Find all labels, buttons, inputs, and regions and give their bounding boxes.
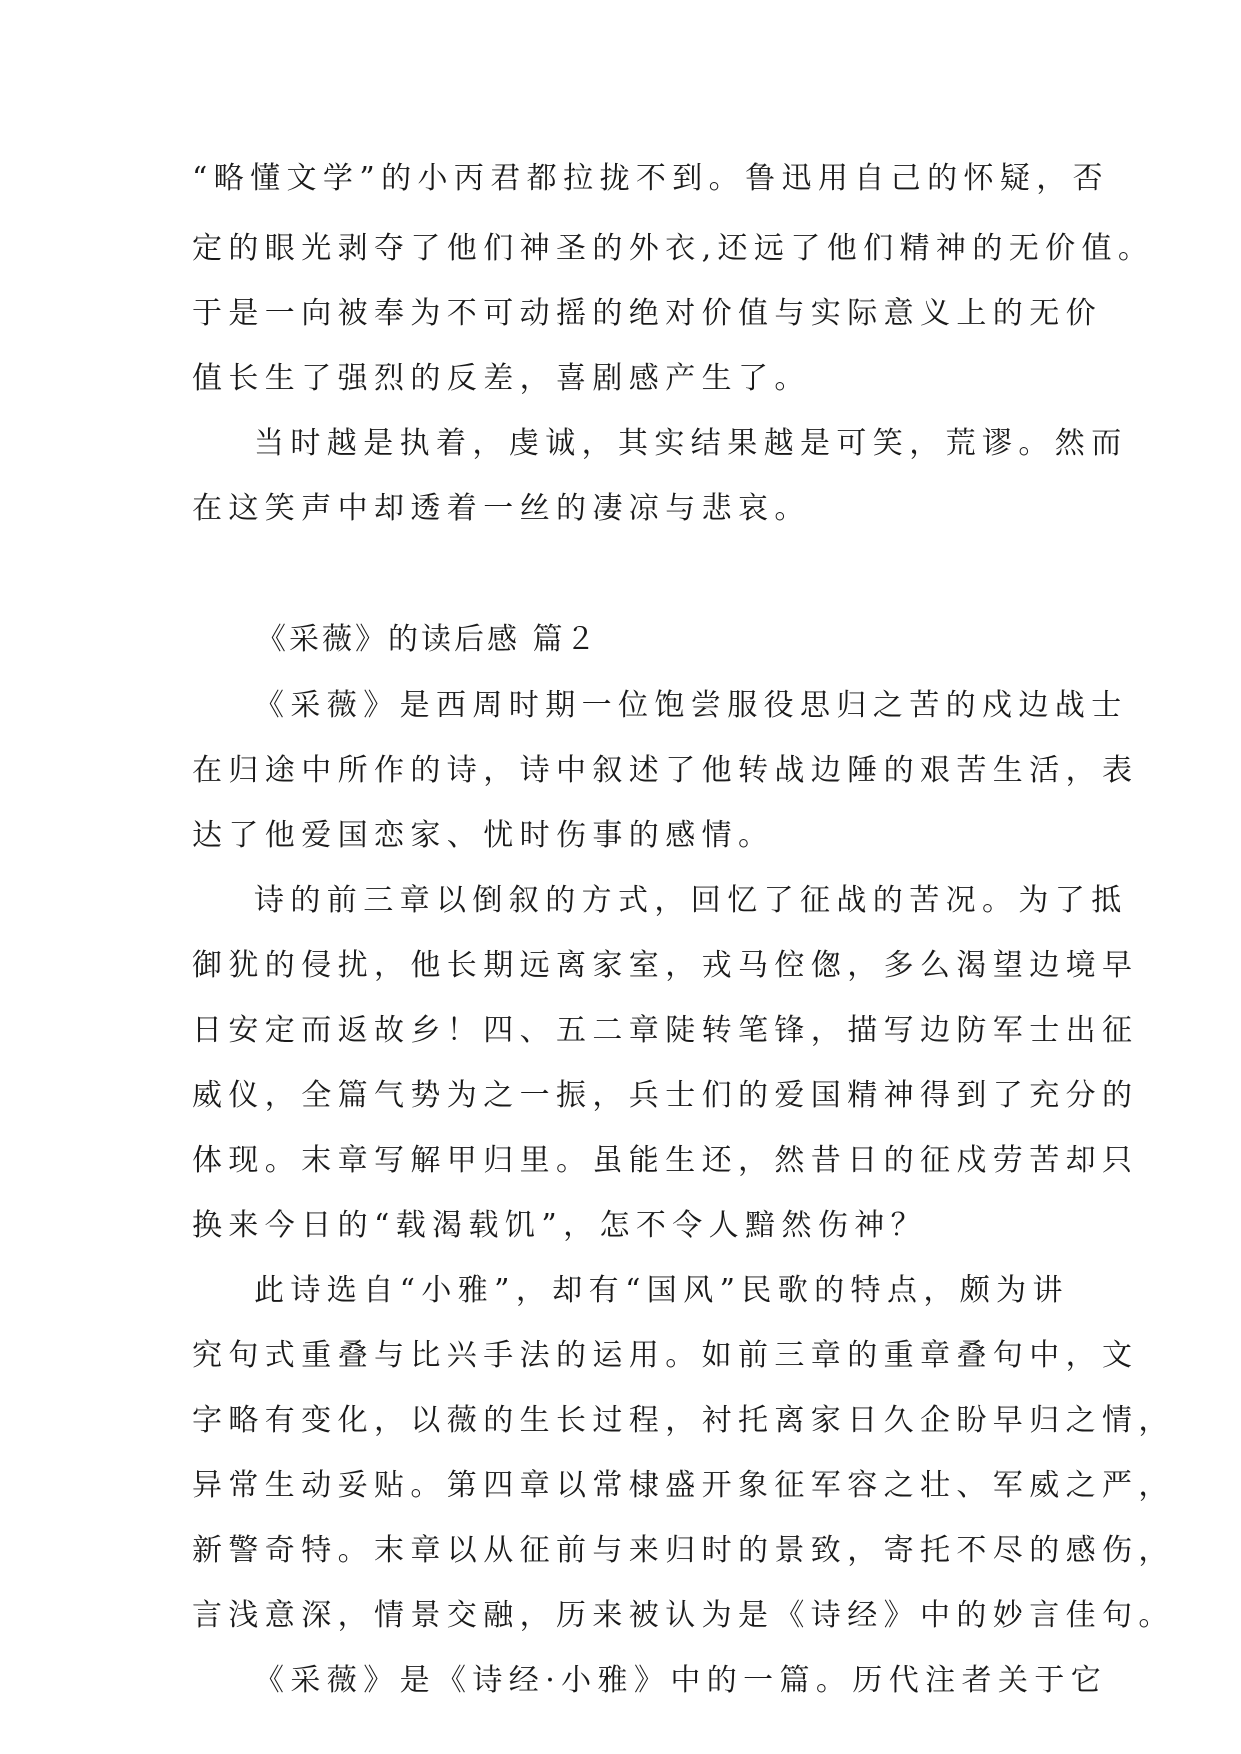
paragraph-line: 究句式重叠与比兴手法的运用。如前三章的重章叠句中，文 [192, 1338, 1139, 1373]
paragraph-line: 《采薇》是《诗经·小雅》中的一篇。历代注者关于它 [254, 1663, 1108, 1698]
paragraph-line: 在这笑声中却透着一丝的凄凉与悲哀。 [192, 491, 811, 526]
paragraph-line: 换来今日的“载渴载饥”，怎不令人黯然伤神？ [192, 1208, 928, 1243]
paragraph-line: 字略有变化，以薇的生长过程，衬托离家日久企盼早归之情， [192, 1403, 1175, 1438]
paragraph-line: 达了他爱国恋家、忧时伤事的感情。 [192, 818, 775, 853]
paragraph-line: 日安定而返故乡！四、五二章陡转笔锋，描写边防军士出征 [192, 1013, 1139, 1048]
paragraph-line: 于是一向被奉为不可动摇的绝对价值与实际意义上的无价 [192, 296, 1102, 331]
paragraph-line: 言浅意深，情景交融，历来被认为是《诗经》中的妙言佳句。 [192, 1598, 1175, 1633]
paragraph-line: 此诗选自“小雅”，却有“国风”民歌的特点，颇为讲 [254, 1273, 1069, 1308]
paragraph-line: 《采薇》是西周时期一位饱尝服役思归之苦的戍边战士 [254, 688, 1128, 723]
paragraph-line: 值长生了强烈的反差，喜剧感产生了。 [192, 361, 811, 396]
paragraph-line: 定的眼光剥夺了他们神圣的外衣,还远了他们精神的无价值。 [192, 231, 1155, 266]
section-heading: 《采薇》的读后感 篇２ [256, 622, 599, 657]
paragraph-line: 在归途中所作的诗，诗中叙述了他转战边陲的艰苦生活，表 [192, 753, 1139, 788]
paragraph-line: 新警奇特。末章以从征前与来归时的景致，寄托不尽的感伤， [192, 1533, 1175, 1568]
paragraph-line: 体现。末章写解甲归里。虽能生还，然昔日的征戍劳苦却只 [192, 1143, 1139, 1178]
paragraph-line: 御犹的侵扰，他长期远离家室，戎马倥偬，多么渴望边境早 [192, 948, 1139, 983]
paragraph-line: 威仪，全篇气势为之一振，兵士们的爱国精神得到了充分的 [192, 1078, 1139, 1113]
paragraph-line: “略懂文学”的小丙君都拉拢不到。鲁迅用自己的怀疑，否 [192, 161, 1110, 196]
paragraph-line: 诗的前三章以倒叙的方式，回忆了征战的苦况。为了抵 [254, 883, 1128, 918]
paragraph-line: 当时越是执着，虔诚，其实结果越是可笑，荒谬。然而 [254, 426, 1128, 461]
paragraph-line: 异常生动妥贴。第四章以常棣盛开象征军容之壮、军威之严， [192, 1468, 1175, 1503]
